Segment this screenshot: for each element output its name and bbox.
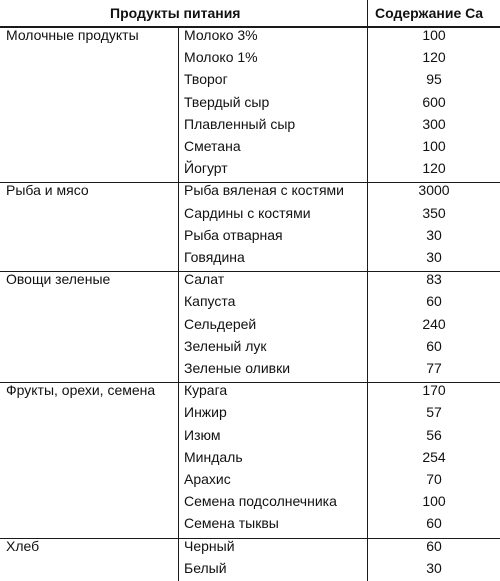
calcium-value: 57 <box>426 404 442 420</box>
calcium-value: 60 <box>426 538 442 554</box>
calcium-value: 100 <box>422 27 446 43</box>
product-name: Плавленный сыр <box>184 116 296 132</box>
product-name: Черный <box>184 538 235 554</box>
product-name: Семена подсолнечника <box>184 493 337 509</box>
calcium-value: 56 <box>426 427 442 443</box>
calcium-value: 120 <box>422 160 446 176</box>
product-name: Творог <box>184 71 228 87</box>
calcium-value: 70 <box>426 471 442 487</box>
calcium-value: 95 <box>426 71 442 87</box>
product-name: Зеленые оливки <box>184 360 291 376</box>
product-name: Сельдерей <box>184 316 257 332</box>
category-label: Фрукты, орехи, семена <box>6 382 156 398</box>
product-name: Арахис <box>184 471 231 487</box>
product-name: Салат <box>184 271 225 287</box>
product-name: Молоко 3% <box>184 27 258 43</box>
column-divider-products <box>178 27 179 581</box>
calcium-value: 30 <box>426 560 442 576</box>
product-name: Инжир <box>184 404 227 420</box>
calcium-value: 77 <box>426 360 442 376</box>
category-label: Рыба и мясо <box>6 182 89 198</box>
header-products: Продукты питания <box>110 5 241 21</box>
category-label: Овощи зеленые <box>6 271 111 287</box>
product-name: Сметана <box>184 138 241 154</box>
calcium-value: 30 <box>426 249 442 265</box>
product-name: Твердый сыр <box>184 94 270 110</box>
calcium-value: 240 <box>422 316 446 332</box>
calcium-value: 300 <box>422 116 446 132</box>
header-ca-content: Содержание Ca <box>375 5 484 21</box>
product-name: Семена тыквы <box>184 515 279 531</box>
calcium-value: 600 <box>422 94 446 110</box>
product-name: Говядина <box>184 249 245 265</box>
product-name: Зеленый лук <box>184 338 267 354</box>
calcium-value: 83 <box>426 271 442 287</box>
calcium-value: 350 <box>422 205 446 221</box>
calcium-value: 170 <box>422 382 446 398</box>
product-name: Рыба отварная <box>184 227 283 243</box>
calcium-value: 30 <box>426 227 442 243</box>
product-name: Изюм <box>184 427 221 443</box>
category-label: Молочные продукты <box>6 27 139 43</box>
product-name: Капуста <box>184 293 236 309</box>
product-name: Курага <box>184 382 228 398</box>
calcium-value: 60 <box>426 338 442 354</box>
calcium-value: 254 <box>422 449 446 465</box>
product-name: Миндаль <box>184 449 243 465</box>
product-name: Сардины с костями <box>184 205 311 221</box>
product-name: Белый <box>184 560 227 576</box>
calcium-value: 3000 <box>418 182 450 198</box>
calcium-value: 100 <box>422 493 446 509</box>
product-name: Молоко 1% <box>184 49 258 65</box>
calcium-value: 100 <box>422 138 446 154</box>
category-label: Хлеб <box>6 538 40 554</box>
calcium-value: 60 <box>426 515 442 531</box>
product-name: Йогурт <box>184 160 228 176</box>
product-name: Рыба вяленая с костями <box>184 182 344 198</box>
calcium-value: 60 <box>426 293 442 309</box>
calcium-value: 120 <box>422 49 446 65</box>
